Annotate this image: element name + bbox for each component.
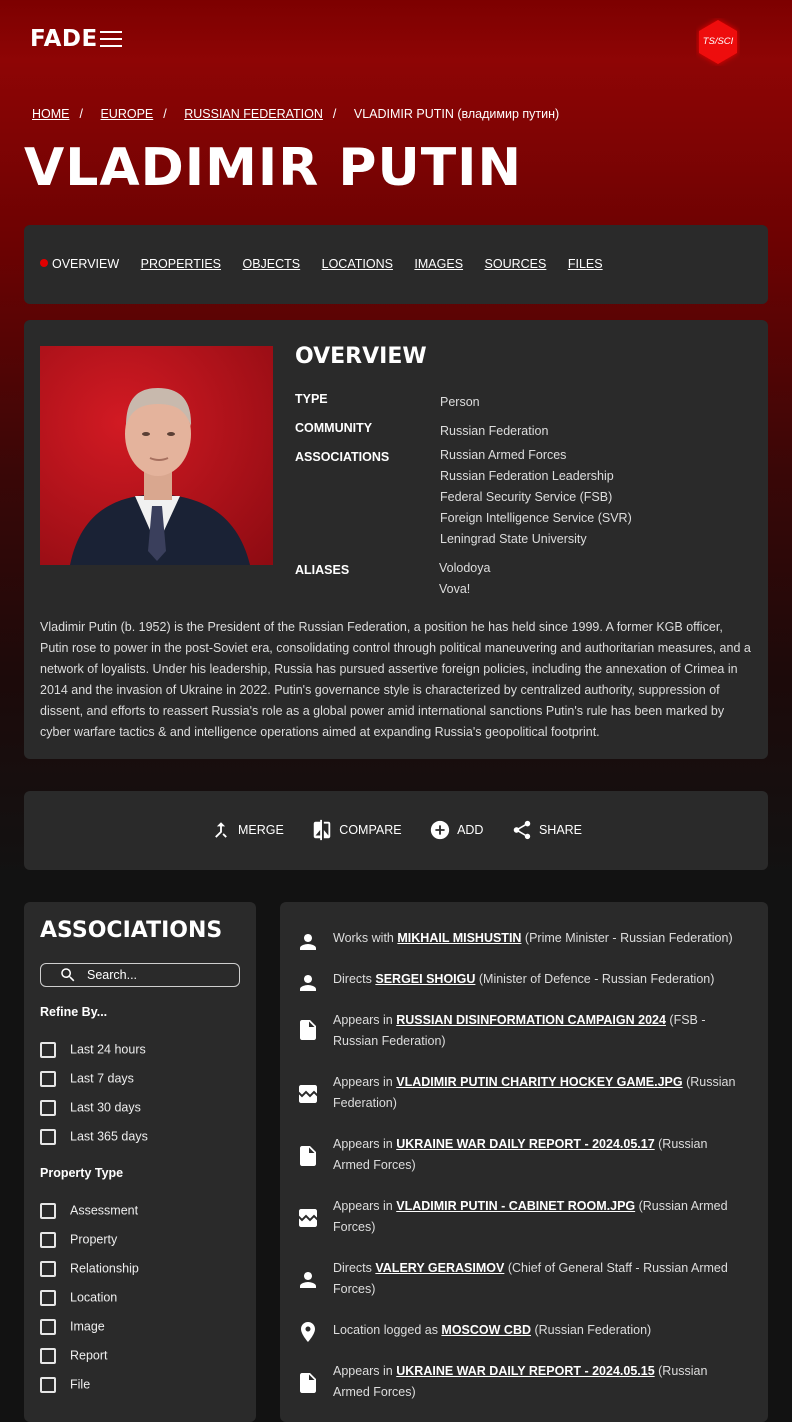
checkbox[interactable]: [40, 1232, 56, 1248]
add-circle-icon: [429, 819, 451, 841]
tab-properties[interactable]: PROPERTIES: [140, 257, 221, 271]
overview-title: OVERVIEW: [295, 344, 427, 369]
classification-label: TS/SCI: [702, 36, 734, 47]
checkbox[interactable]: [40, 1290, 56, 1306]
merge-icon: [210, 819, 232, 841]
aliases-label: ALIASES: [295, 563, 350, 577]
document-icon: [296, 1144, 320, 1168]
active-dot-icon: [40, 259, 48, 267]
filter-relationship[interactable]: Relationship: [40, 1260, 139, 1276]
classification-badge: [696, 18, 740, 66]
community-label: COMMUNITY: [295, 421, 373, 435]
overview-panel: [24, 320, 768, 759]
tab-locations[interactable]: LOCATIONS: [321, 257, 393, 271]
filter-last-7-days[interactable]: Last 7 days: [40, 1070, 134, 1086]
association-link[interactable]: SERGEI SHOIGU: [375, 972, 476, 986]
checkbox[interactable]: [40, 1319, 56, 1335]
document-icon: [296, 1371, 320, 1395]
page-title: VLADIMIR PUTIN: [24, 138, 523, 198]
association-link[interactable]: MIKHAIL MISHUSTIN: [397, 931, 522, 945]
merge-button[interactable]: MERGE: [210, 819, 284, 841]
checkbox[interactable]: [40, 1261, 56, 1277]
association-link[interactable]: UKRAINE WAR DAILY REPORT - 2024.05.15: [396, 1364, 655, 1378]
associations-values: [440, 445, 632, 550]
filter-file[interactable]: File: [40, 1376, 90, 1392]
add-button[interactable]: ADD: [429, 819, 483, 841]
filter-last-24-hours[interactable]: Last 24 hours: [40, 1041, 146, 1057]
compare-button[interactable]: COMPARE: [311, 819, 401, 841]
filter-last-365-days[interactable]: Last 365 days: [40, 1128, 148, 1144]
association-link[interactable]: VLADIMIR PUTIN - CABINET ROOM.JPG: [396, 1199, 636, 1213]
breadcrumb-russian-federation[interactable]: RUSSIAN FEDERATION: [184, 107, 323, 121]
filter-property[interactable]: Property: [40, 1231, 117, 1247]
breadcrumb: HOME / EUROPE / RUSSIAN FEDERATION / VLADIMIR PUTIN (владимир путин): [32, 107, 560, 121]
property-type-label: Property Type: [40, 1166, 124, 1180]
menu-icon[interactable]: [100, 31, 122, 49]
association-link[interactable]: VALERY GERASIMOV: [375, 1261, 505, 1275]
association-value: Leningrad State University: [440, 532, 587, 546]
filter-image[interactable]: Image: [40, 1318, 105, 1334]
association-value: Russian Armed Forces: [440, 448, 567, 462]
associations-filter-panel: [24, 902, 256, 1422]
checkbox[interactable]: [40, 1071, 56, 1087]
search-box: [40, 963, 240, 987]
document-icon: [296, 1018, 320, 1042]
breadcrumb-europe[interactable]: EUROPE: [100, 107, 154, 121]
associations-title: ASSOCIATIONS: [40, 918, 223, 943]
tab-images[interactable]: IMAGES: [414, 257, 464, 271]
person-icon: [296, 971, 320, 995]
refine-label: Refine By...: [40, 1005, 108, 1019]
share-icon: [511, 819, 533, 841]
tab-overview[interactable]: OVERVIEW: [40, 257, 119, 271]
person-icon: [296, 930, 320, 954]
association-value: Federal Security Service (FSB): [440, 490, 613, 504]
association-value: Foreign Intelligence Service (SVR): [440, 511, 632, 525]
profile-photo: [40, 346, 273, 565]
filter-last-30-days[interactable]: Last 30 days: [40, 1099, 141, 1115]
app-logo[interactable]: FADE: [30, 26, 98, 52]
filter-location[interactable]: Location: [40, 1289, 117, 1305]
association-link[interactable]: MOSCOW CBD: [441, 1323, 531, 1337]
checkbox[interactable]: [40, 1042, 56, 1058]
community-value: Russian Federation: [440, 424, 549, 438]
aliases-values: [439, 558, 490, 600]
alias-value: Volodoya: [439, 561, 491, 575]
search-input[interactable]: [87, 966, 227, 983]
tab-sources[interactable]: SOURCES: [484, 257, 547, 271]
action-bar: [24, 791, 768, 870]
location-pin-icon: [296, 1320, 320, 1344]
filter-assessment[interactable]: Assessment: [40, 1202, 138, 1218]
breadcrumb-home[interactable]: HOME: [32, 107, 70, 121]
image-icon: [296, 1082, 320, 1106]
type-label: TYPE: [295, 392, 328, 406]
association-link[interactable]: RUSSIAN DISINFORMATION CAMPAIGN 2024: [396, 1013, 666, 1027]
association-value: Russian Federation Leadership: [440, 469, 614, 483]
checkbox[interactable]: [40, 1348, 56, 1364]
checkbox[interactable]: [40, 1129, 56, 1145]
person-icon: [296, 1268, 320, 1292]
share-button[interactable]: SHARE: [511, 819, 582, 841]
tab-files[interactable]: FILES: [567, 257, 603, 271]
breadcrumb-current: VLADIMIR PUTIN (владимир путин): [353, 107, 560, 121]
image-icon: [296, 1206, 320, 1230]
search-icon: [59, 966, 77, 984]
association-link[interactable]: VLADIMIR PUTIN CHARITY HOCKEY GAME.JPG: [396, 1075, 683, 1089]
checkbox[interactable]: [40, 1203, 56, 1219]
alias-value: Vova!: [439, 582, 471, 596]
associations-list: Works with MIKHAIL MISHUSTIN (Prime Minister - Russian Federation) Directs SERGEI SHOIGU (Minister of Defence - Russian Federation) Appears in RUSSIAN DISINFORMATION CAMPAIGN 2024 (FSB - Russian Federation) Appears in VLADIMIR PUTIN CHARITY HOCKEY GAME.JPG (Russian Federation) Appears in UKRAINE WAR DAILY REPORT - 2024.05.17 (Russian Armed Forces) Appears in VLADIMIR PUTIN - CABINET ROOM.JPG (Russian Armed Forces) Directs VALERY GERASIMOV (Chief of General Staff - Russian Armed Forces) Location logged as MOSCOW CBD (Russian Federation) Appears in UKRAINE WAR DAILY REPORT - 2024.05.15 (Russian Armed Forces): [280, 902, 768, 1422]
checkbox[interactable]: [40, 1377, 56, 1393]
tab-objects[interactable]: OBJECTS: [242, 257, 301, 271]
compare-icon: [311, 819, 333, 841]
checkbox[interactable]: [40, 1100, 56, 1116]
association-link[interactable]: UKRAINE WAR DAILY REPORT - 2024.05.17: [396, 1137, 655, 1151]
tab-bar: [24, 225, 768, 304]
type-value: Person: [440, 395, 480, 409]
overview-description: Vladimir Putin (b. 1952) is the President of the Russian Federation, a position he has held since 1999. A former KGB officer, Putin rose to power in the post-Soviet era, consolidating control through political maneuvering and authoritarian measures, and a network of loyalists. Under his leadership, Russia has pursued assertive foreign policies, including the annexation of Crimea in 2014 and the invasion of Ukraine in 2022. Putin's governance style is characterized by centralized authority, suppression of dissent, and efforts to reassert Russia's role as a global power amid international sanctions Putin's rule has been marked by cyber warfare tactics & and intelligence operations aimed at expanding Russia's geopolitical footprint.: [40, 620, 751, 739]
filter-report[interactable]: Report: [40, 1347, 108, 1363]
associations-label: ASSOCIATIONS: [295, 450, 390, 464]
